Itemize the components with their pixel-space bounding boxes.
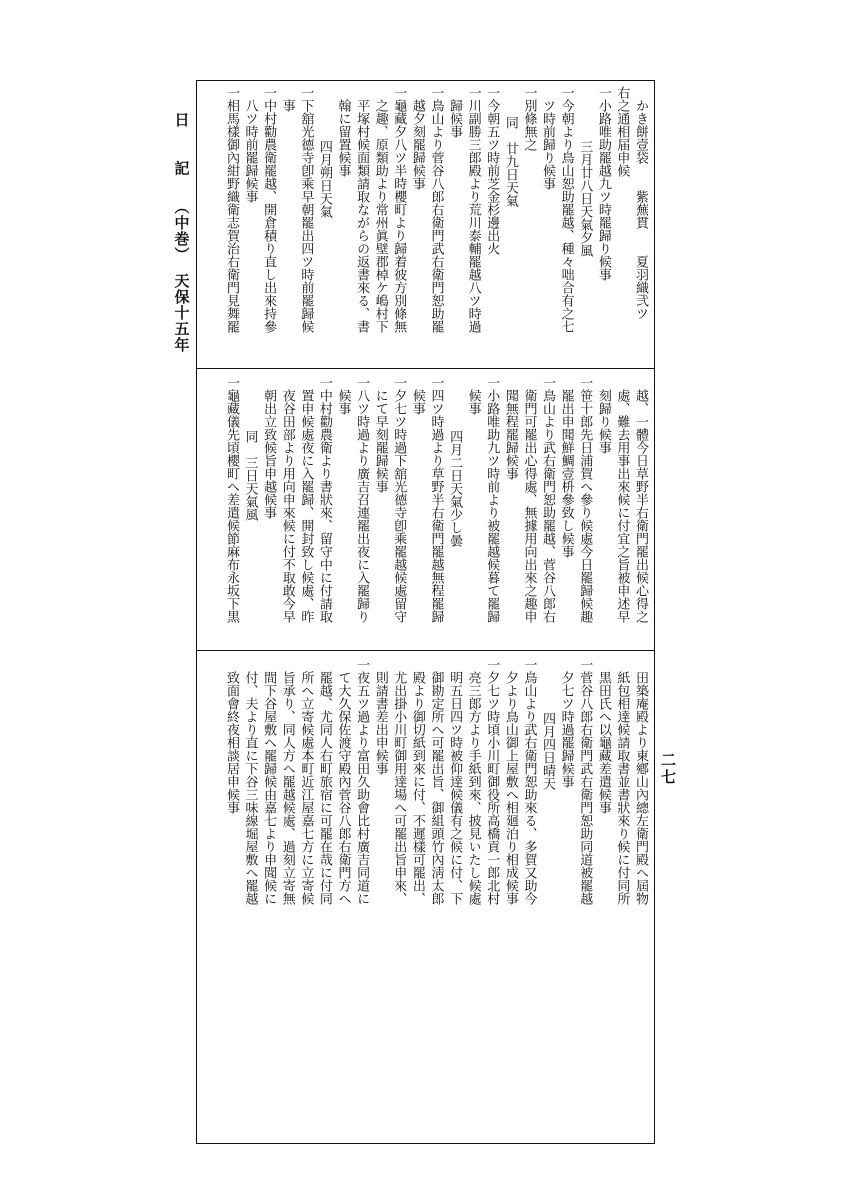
text-column: 一今朝より鳥山恕助罷越、種々咄合有之七	[558, 86, 574, 333]
text-column: 衛門可罷出心得處、無據用向出來之趣申	[521, 389, 537, 623]
text-column: 一龜藏夕八ツ半時櫻町より歸着彼方別條無	[391, 86, 407, 333]
text-column: 一夜五ツ過より富田久助會比村廣吉同道に	[354, 658, 370, 905]
text-column: 一八ツ時過より廣吉召連罷出夜に入罷歸り	[354, 376, 370, 623]
text-column: 朝出立致候旨申越候事	[261, 389, 277, 519]
text-column: 一下舘光德寺卽乘早朝罷出四ツ時前罷歸候	[298, 86, 314, 333]
text-column: 候事	[335, 389, 351, 415]
page-header	[168, 112, 194, 442]
page-number: 二七	[659, 752, 677, 786]
text-column: 三月廿八日天氣夕風	[577, 140, 593, 257]
text-column: 殿より御切紙到來に付、不遲樣可罷出、	[409, 671, 425, 905]
text-column: て大久保佐渡守殿內菅谷八郎右衛門方へ	[335, 671, 351, 905]
text-column: 一中村勸農衛罷越、開倉積り直し出來持參	[261, 86, 277, 333]
band-divider	[196, 650, 655, 651]
text-column: 紙包相達候請取書並書狀來り候に付同所	[614, 671, 630, 905]
text-column: 一相馬樣御內紺野織衛志賀治右衛門見舞罷	[223, 86, 239, 333]
text-column: 一夕七ツ時頃小川町御役所高橋貢一郎北村	[484, 658, 500, 905]
text-column: 一今朝五ツ時前芝金杉邊出火	[484, 86, 500, 255]
text-column: 御勘定所へ可罷出旨、御組頭竹內淸太郎	[428, 671, 444, 905]
text-column: 則請書差出申候事	[372, 671, 388, 775]
text-column: 明五日四ツ時被仰達候儀有之候に付、下	[447, 671, 463, 905]
text-column: 一鳥山より菅谷八郎右衛門武右衛門恕助罷	[428, 86, 444, 333]
text-column: 一夕七ツ時過下舘光德寺卽乘罷越候處留守	[391, 376, 407, 623]
text-column: 一川副勝三郎殿より荒川泰輔罷越八ツ時過	[465, 86, 481, 333]
era-label: 天保十五年	[172, 273, 191, 354]
text-column: 一四ツ時過より草野半右衛門罷越無程罷歸	[428, 376, 444, 623]
text-column: 一小路唯助九ツ時前より被罷越候暮て罷歸	[484, 376, 500, 623]
text-column: 一笹十郎先日浦賀へ參り候處今日罷歸候趣	[577, 376, 593, 623]
text-column: 四月二日天氣少し曇	[447, 430, 463, 547]
text-column: 一小路唯助罷越九ツ時罷歸り候事	[595, 86, 611, 281]
text-column: 聞無程罷歸候事	[502, 389, 518, 480]
volume-label: （中巻）	[172, 199, 191, 264]
text-column: 八ツ時前罷歸候事	[242, 99, 258, 203]
text-column: 一龜藏儀先頃櫻町へ差遣候節麻布永坂下黒	[223, 376, 239, 623]
text-column: 之趣、原類助より常州眞壁郡棹ケ嶋村下	[372, 99, 388, 333]
text-column: 四月朔日天氣	[316, 140, 332, 218]
band-divider	[196, 368, 655, 369]
text-band-upper	[198, 82, 653, 366]
text-column: 亮三郎方より手紙到來、披見いたし候處	[465, 671, 481, 905]
text-column: 尤出掛小川町御用達場へ可罷出旨申來、	[391, 671, 407, 905]
text-column: 間下谷屋敷へ罷歸候由嘉七より申聞候に	[261, 671, 277, 905]
text-column: 同 廿九日天氣	[502, 116, 518, 207]
text-column: にて早刻罷歸候事	[372, 389, 388, 493]
diary-title: 日 記	[172, 112, 191, 190]
text-column: 夜谷田部より用向申來候に付不取敢今早	[279, 389, 295, 623]
text-column: 田築庵殿より東鄕山內總左衛門殿へ屆物	[633, 671, 648, 905]
text-column: 平塚村候面類請取ながらの返書來る、書	[354, 99, 370, 333]
text-column: 候事	[409, 389, 425, 415]
text-column: 同 三日天氣風	[242, 430, 258, 521]
text-column: 付、夫より直に下谷三味線堀屋敷へ罷越	[242, 671, 258, 905]
text-band-middle	[198, 372, 653, 648]
text-column: 越夕刻罷歸候事	[409, 99, 425, 190]
text-band-lower	[198, 654, 653, 1140]
text-column: 處、難去用事出來候に付宜之旨被申述早	[614, 389, 630, 623]
text-column: 事	[279, 99, 295, 112]
text-column: 黒田氏へ以龜藏差遣候事	[595, 671, 611, 814]
text-column: 一中村勸農衛より書狀來、留守中に付請取	[316, 376, 332, 623]
text-column: 右之通相届申候	[614, 86, 630, 177]
text-column: 四月四日晴天	[540, 712, 556, 790]
text-column: 歸候事	[447, 99, 463, 138]
text-column: 罷越、尤同人右町旅宿に可罷在哉に付同	[316, 671, 332, 905]
text-column: ツ時前歸り候事	[540, 99, 556, 190]
text-column: 罷出申聞鮮鯛壹枡參致し候事	[558, 389, 574, 558]
text-column: 旨承り、同人方へ罷越候處、過刻立寄無	[279, 671, 295, 905]
text-column: 所へ立寄候處本町近江屋嘉七方に立寄候	[298, 671, 314, 905]
text-column: 刻歸り候事	[595, 389, 611, 454]
text-column: 越、一體今日草野半右衛門罷出候心得之	[633, 389, 648, 623]
text-column: かき餅壹袋 紫蕪貫 夏羽織弐ツ	[633, 99, 648, 320]
text-column: 置申候處夜に入罷歸、開封致し候處、昨	[298, 389, 314, 623]
text-column: 一別條無之	[521, 86, 537, 151]
text-column: 夕より鳥山御上屋敷へ相廻泊り相成候事	[502, 671, 518, 905]
text-column: 一鳥山より武右衛門恕助來る、多賀又助今	[521, 658, 537, 905]
text-column: 候事	[465, 389, 481, 415]
text-column: 一菅谷八郎右衛門武右衛門恕助同道被罷越	[577, 658, 593, 905]
text-column: 一鳥山より武右衛門恕助罷越、菅谷八郎右	[540, 376, 556, 623]
text-column: 翰に留置候事	[335, 99, 351, 177]
text-column: 致面會終夜相談居申候事	[223, 671, 239, 814]
text-column: 夕七ツ時過罷歸候事	[558, 671, 574, 788]
